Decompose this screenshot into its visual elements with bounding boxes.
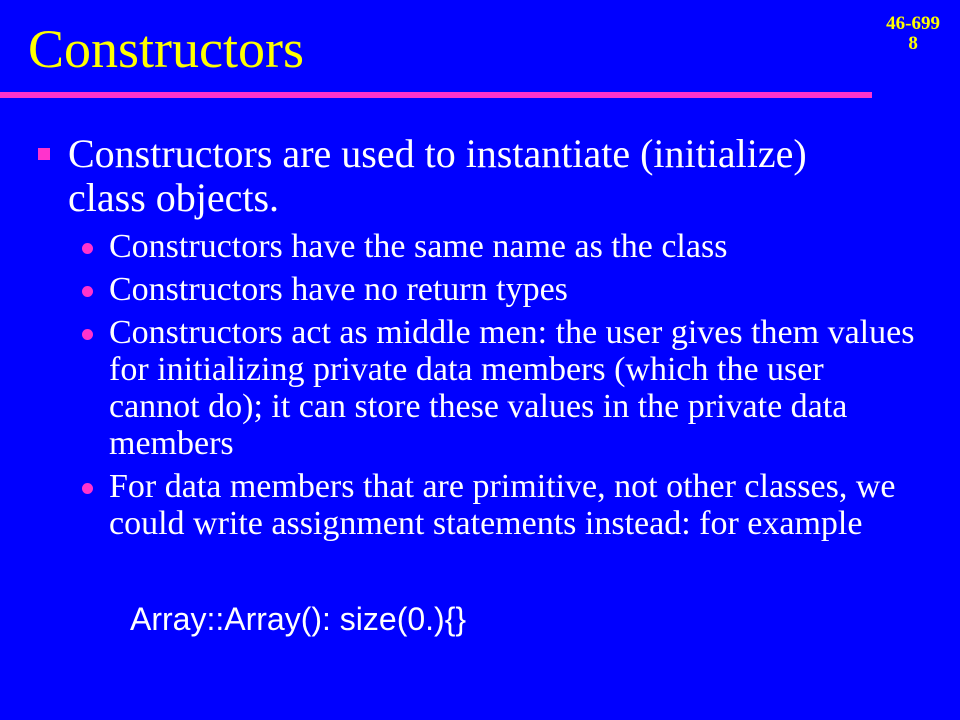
sub-bullet-item: [76, 228, 916, 265]
sub-bullet-item: [76, 271, 916, 308]
slide-number: 8: [908, 32, 918, 54]
dot-bullet-icon: [82, 483, 93, 494]
sub-bullet-text: Constructors act as middle men: the user gives them values for initializing private data members (which the user cannot do); it can store these values in the private data members: [109, 314, 915, 462]
square-bullet-icon: [38, 148, 50, 160]
dot-bullet-icon: [82, 286, 93, 297]
main-bullet-text: Constructors are used to instantiate (initialize) class objects.: [68, 131, 807, 220]
main-bullet-item: [30, 132, 930, 220]
title-divider: [0, 92, 872, 98]
sub-bullet-text: Constructors have no return types: [109, 271, 568, 308]
course-code: 46-699: [886, 13, 940, 34]
slide-title: Constructors: [28, 19, 304, 79]
slide-header-info: [886, 14, 940, 54]
dot-bullet-icon: [82, 243, 93, 254]
dot-bullet-icon: [82, 329, 93, 340]
sub-bullet-item: [76, 314, 916, 462]
sub-bullet-text: Constructors have the same name as the class: [109, 228, 728, 265]
sub-bullet-list: [76, 228, 916, 548]
code-example: Array::Array(): size(0.){}: [130, 601, 467, 637]
sub-bullet-item: [76, 468, 916, 542]
sub-bullet-text: For data members that are primitive, not other classes, we could write assignment statements instead: for example: [109, 468, 896, 542]
